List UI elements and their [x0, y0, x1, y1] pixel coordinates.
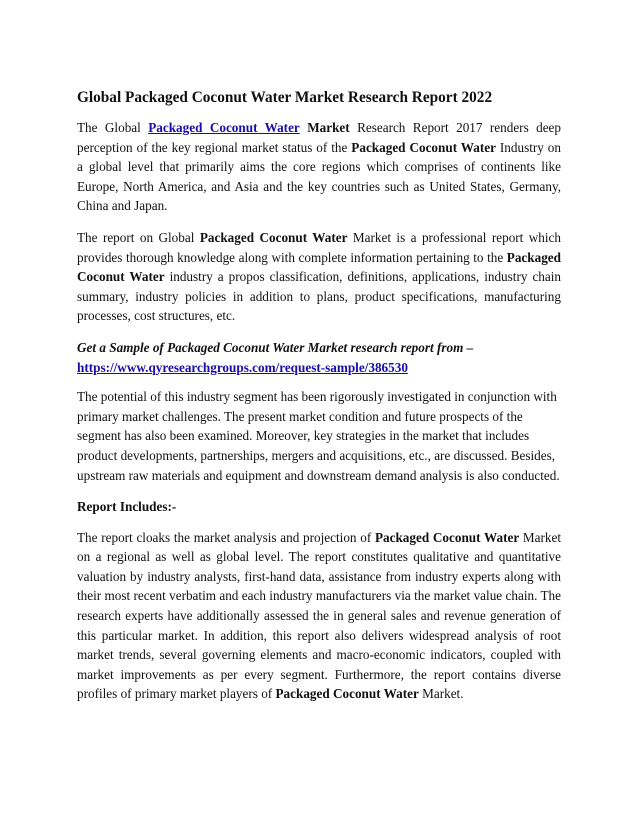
analysis-text-1: The report cloaks the market analysis and projection of — [77, 529, 375, 545]
intro-text-1: The Global — [77, 120, 149, 135]
packaged-coconut-water-link[interactable]: Packaged Coconut Water — [148, 120, 300, 135]
document-title: Global Packaged Coconut Water Market Research Report 2022 — [77, 89, 493, 106]
potential-paragraph: The potential of this industry segment has been rigorously investigated in conjunction with primary market challenges. The present market condition and future prospects of the segment has also been examined. Moreover, key strategies in the market that includes product developments, partnerships, mergers and acquisitions, etc., are discussed. Besides, upstream raw materials and equipment and downstream demand analysis is also conducted. — [77, 389, 560, 483]
sample-request-text: Get a Sample of Packaged Coconut Water Market research report from – — [77, 339, 474, 355]
analysis-bold-1: Packaged Coconut Water — [374, 529, 520, 545]
sample-request-link[interactable]: https://www.qyresearchgroups.com/request-sample/386530 — [77, 359, 408, 375]
intro-text-2: Research Report 2017 renders deep perception of the key regional market status of the — [77, 120, 561, 155]
desc-bold-2: Packaged Coconut Water — [77, 249, 561, 285]
report-description-paragraph — [77, 228, 561, 326]
intro-text-3: Industry on a global level that primarily aims the core regions which comprises of continents like Europe, North America, and Asia and the key countries such as United States, Germany, China and Japan. — [77, 139, 561, 214]
analysis-text-3: Market. — [418, 686, 464, 702]
desc-text-2: Market is a professional report which provides thorough knowledge along with complete information pertaining to the — [77, 229, 562, 265]
desc-text-1: The report on Global — [77, 229, 200, 245]
intro-bold-market: Market — [307, 120, 350, 135]
intro-bold-product: Packaged Coconut Water — [351, 139, 496, 155]
document-page — [77, 88, 561, 716]
sample-request-callout — [77, 338, 561, 377]
analysis-bold-2: Packaged Coconut Water — [275, 686, 419, 702]
report-includes-heading: Report Includes:- — [77, 499, 177, 515]
intro-paragraph — [77, 118, 561, 216]
desc-bold-1: Packaged Coconut Water — [199, 229, 348, 245]
analysis-text-2: Market on a regional as well as global level. The report constitutes qualitative and quantitative valuation by industry analysts, first-hand data, assistance from industry experts along with their most recent verbatim and each industry manufacturers via the market value chain. The research experts have additionally assessed the in general sales and revenue generation of this particular market. In addition, this report also delivers widespread analysis of root market trends, several governing elements and macro-economic indicators, coupled with market improvements as per every segment. Furthermore, the report contains diverse profiles of primary market players of — [77, 529, 561, 702]
analysis-paragraph — [77, 528, 561, 704]
desc-text-3: industry a propos classification, definitions, applications, industry chain summary, industry policies in addition to plans, product specifications, manufacturing processes, cost structures, etc. — [77, 269, 562, 324]
